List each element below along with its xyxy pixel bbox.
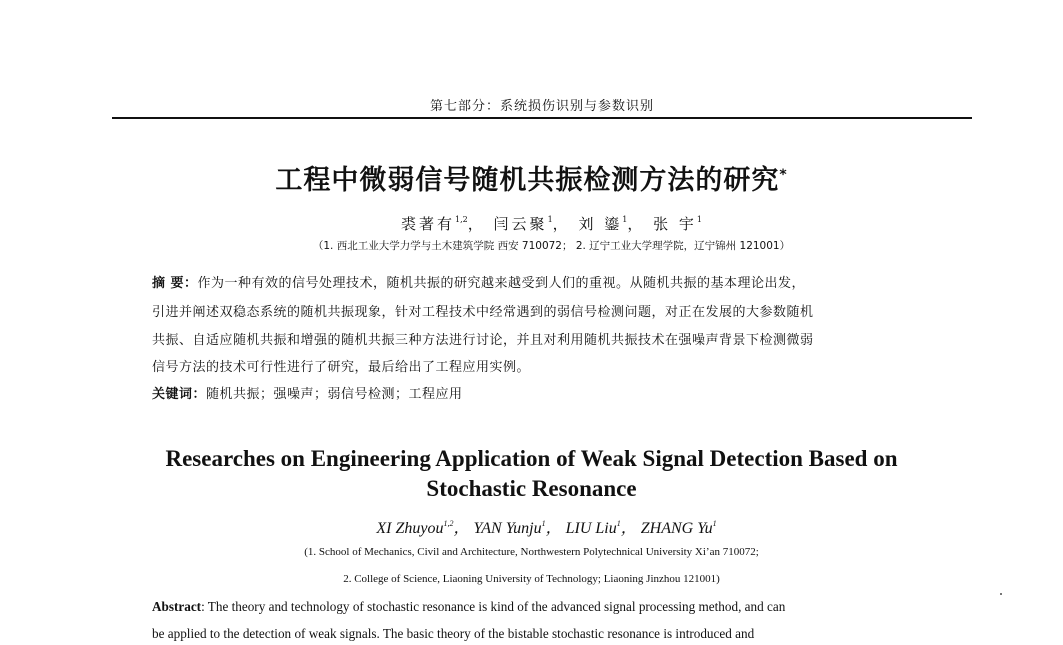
en-title: [0, 444, 1063, 504]
cn-abstract-label: 摘 要：: [152, 276, 198, 291]
en-title-line: Researches on Engineering Application of Weak Signal Detection Based on: [165, 446, 898, 471]
en-abstract-line: be applied to the detection of weak signals. The basic theory of the bistable stochastic resonance is introduced and: [152, 626, 755, 641]
section-header: 第七部分：系统损伤识别与参数识别: [429, 99, 654, 114]
cn-keywords-label: 关键词：: [152, 387, 207, 402]
cn-authors: [0, 213, 1063, 234]
cn-abstract-line: 摘 要：作为一种有效的信号处理技术，随机共振的研究越来越受到人们的重视。从随机共振的基本理论出发，: [152, 276, 806, 291]
en-abstract-label: Abstract: [152, 599, 202, 614]
en-author: ZHANG Yu$^1$: [640, 519, 717, 537]
cn-author: 裘著有$^{1,2}$，: [401, 215, 486, 233]
cn-title-footnote-mark: *: [779, 167, 788, 183]
cn-author: 闫云聚$^1$，: [493, 215, 571, 233]
scan-speck: [1000, 593, 1002, 595]
header-rule: [112, 117, 972, 119]
en-affiliation-line: 2. College of Science, Liaoning University of Technology; Liaoning Jinzhou 121001): [343, 573, 720, 585]
cn-abstract-line: 共振、自适应随机共振和增强的随机共振三种方法进行讨论，并且对利用随机共振技术在强噪声背景下检测微弱: [152, 333, 814, 348]
en-author: LIU Liu$^1$，: [565, 519, 637, 537]
en-title-line: Stochastic Resonance: [426, 476, 637, 501]
cn-author: 张 宇$^1$: [653, 215, 702, 233]
en-abstract-line: Abstract: The theory and technology of stochastic resonance is kind of the advanced signal processing method, and can: [152, 599, 786, 614]
en-authors: [0, 515, 1063, 538]
en-author: YAN Yunju$^1$，: [473, 519, 562, 537]
cn-abstract-line: 引进并阐述双稳态系统的随机共振现象，针对工程技术中经常遇到的弱信号检测问题，对正在发展的大参数随机: [152, 305, 814, 320]
en-author: XI Zhuyou$^{1,2}$，: [376, 519, 470, 537]
en-affiliation-line: (1. School of Mechanics, Civil and Architecture, Northwestern Polytechnical University Xi’an 710072;: [304, 546, 759, 558]
cn-abstract-line: 信号方法的技术可行性进行了研究，最后给出了工程应用实例。: [152, 360, 531, 375]
cn-title-text: 工程中微弱信号随机共振检测方法的研究: [275, 165, 780, 196]
cn-author: 刘 鎏$^1$，: [578, 215, 646, 233]
cn-keywords: 关键词：随机共振；强噪声；弱信号检测；工程应用: [152, 387, 463, 402]
cn-title: [0, 158, 1063, 197]
cn-affiliation: （1. 西北工业大学力学与土木建筑学院 西安 710072； 2. 辽宁工业大学理学院，辽宁锦州 121001）: [312, 240, 791, 252]
